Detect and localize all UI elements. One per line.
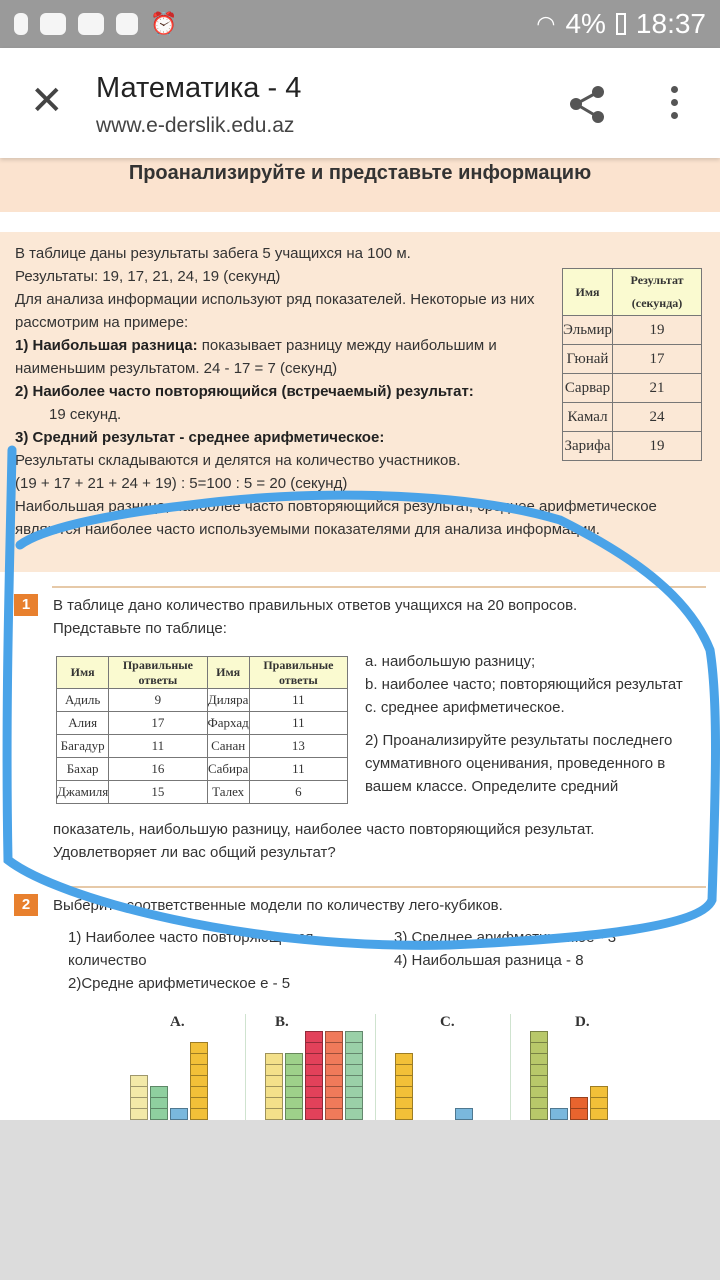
subtask-c: c. среднее арифметическое. [365, 699, 565, 716]
result-cell: 24 [613, 403, 702, 432]
wifi-icon: ◠ [536, 11, 556, 36]
page-url: www.e-derslik.edu.az [96, 114, 295, 137]
name-cell: Сабира [207, 758, 249, 781]
name-cell: Санан [207, 735, 249, 758]
page-content [0, 158, 720, 1120]
lego-models [110, 1010, 670, 1120]
formula: (19 + 17 + 21 + 24 + 19) : 5=100 : 5 = 20 (секунд) [15, 475, 348, 492]
answers-cell: 15 [109, 781, 207, 804]
results-table: Имя Результат (секунда) Эльмир 19 Гюнай 17 Сарвар 21 Камал 24 Зарифа 19 [562, 268, 702, 461]
result-cell: 19 [613, 316, 702, 345]
point-2-value: 19 секунд. [49, 406, 122, 423]
name-cell: Фархад [207, 712, 249, 735]
name-cell: Камал [563, 403, 613, 432]
status-bar [0, 0, 720, 48]
answers-cell: 11 [109, 735, 207, 758]
model-label: B. [275, 1014, 289, 1030]
table-row [563, 403, 702, 432]
answers-table: Имя Правильные ответы Имя Правильные ответы Адиль 9 Диляра 11 Алия 17 Фархад 11 Багадур 11 Санан 13 Бахар 16 Сабира 11 Джамиля 15 Талех 6 [56, 656, 348, 804]
answers-cell: 13 [249, 735, 347, 758]
answers-cell: 11 [249, 758, 347, 781]
share-icon[interactable] [568, 84, 608, 124]
table-row [57, 758, 348, 781]
lego-stack [170, 1109, 188, 1120]
table-row [563, 316, 702, 345]
vk-icon [116, 13, 138, 35]
lego-stack [455, 1109, 473, 1120]
lego-stack [325, 1032, 343, 1120]
lego-stack [305, 1032, 323, 1120]
result-cell: 17 [613, 345, 702, 374]
intro-box [0, 232, 720, 572]
divider [510, 1014, 511, 1120]
question-2: 2) Проанализируйте результаты последнего суммативного оценивания, проведенного в вашем классе. Определите средний [365, 732, 673, 795]
name-cell: Талех [207, 781, 249, 804]
lego-stack [590, 1087, 608, 1120]
model-label: A. [170, 1014, 185, 1030]
lego-stack [345, 1032, 363, 1120]
more-menu-icon[interactable] [664, 86, 684, 125]
table-row [57, 781, 348, 804]
intro-text: Результаты: 19, 17, 21, 24, 19 (секунд) [15, 268, 281, 285]
name-cell: Гюнай [563, 345, 613, 374]
result-cell: 19 [613, 432, 702, 461]
youtube-icon [40, 13, 66, 35]
browser-header [0, 48, 720, 158]
model-label: C. [440, 1014, 455, 1030]
point-3: 3) Средний результат - среднее арифметическое: [15, 429, 385, 446]
question-2-cont: показатель, наибольшую разницу, наиболее часто повторяющийся результат. Удовлетворяет ли вас общий результат? [53, 821, 595, 861]
point-2: 2) Наиболее часто повторяющийся (встречаемый) результат: [15, 383, 474, 400]
table-row [57, 735, 348, 758]
lego-stack [265, 1054, 283, 1120]
lego-stack [550, 1109, 568, 1120]
name-cell: Багадур [57, 735, 109, 758]
task-text: Выберите соответственные модели по количеству лего-кубиков. [53, 897, 503, 914]
clock: 18:37 [635, 8, 706, 39]
page-title: Математика - 4 [96, 72, 302, 104]
lego-stack [150, 1087, 168, 1120]
answers-cell: 11 [249, 689, 347, 712]
name-cell: Диляра [207, 689, 249, 712]
point-1: 1) Наибольшая разница: показывает разницу между наибольшим и наименьшим результатом. 24 - 17 = 7 (секунд) [15, 337, 497, 377]
table-row [57, 712, 348, 735]
lego-stack [285, 1054, 303, 1120]
youtube-icon [78, 13, 104, 35]
subtask-a: a. наибольшую разницу; [365, 653, 536, 670]
lego-stack [530, 1032, 548, 1120]
answers-cell: 11 [249, 712, 347, 735]
option-2: 2)Средне арифметическое е - 5 [68, 975, 291, 992]
task-number: 1 [14, 594, 38, 616]
name-cell: Эльмир [563, 316, 613, 345]
alarm-icon: ⏰ [150, 11, 178, 36]
intro-text: Для анализа информации используют ряд показателей. Некоторые из них рассмотрим на примере: [15, 291, 535, 331]
lego-stack [130, 1076, 148, 1120]
option-4: 4) Наибольшая разница - 8 [394, 952, 584, 969]
notification-icon [14, 13, 28, 35]
intro-text: В таблице даны результаты забега 5 учащихся на 100 м. [15, 245, 411, 262]
section-heading: Проанализируйте и представьте информацию [0, 158, 720, 212]
battery-level: 4% [565, 8, 606, 39]
task-text: В таблице дано количество правильных ответов учащихся на 20 вопросов. Представьте по таблице: [53, 597, 578, 637]
table-row [57, 689, 348, 712]
lego-stack [570, 1098, 588, 1120]
divider [375, 1014, 376, 1120]
model-label: D. [575, 1014, 590, 1030]
table-row [563, 432, 702, 461]
subtask-b: b. наиболее часто; повторяющийся результат [365, 676, 683, 693]
name-cell: Бахар [57, 758, 109, 781]
answers-cell: 6 [249, 781, 347, 804]
option-3: 3) Среднее арифметическое - 3 [394, 929, 617, 946]
option-1: 1) Наиболее часто повторяющееся количество [68, 929, 314, 969]
name-cell: Сарвар [563, 374, 613, 403]
name-cell: Джамиля [57, 781, 109, 804]
lego-stack [190, 1043, 208, 1120]
result-cell: 21 [613, 374, 702, 403]
name-cell: Алия [57, 712, 109, 735]
name-cell: Зарифа [563, 432, 613, 461]
close-icon[interactable]: ✕ [30, 79, 64, 123]
table-row [563, 374, 702, 403]
outro-text: Наибольшая разница, наиболее часто повторяющийся результат, среднее арифметическое являются наиболее часто используемыми показателями для анализа информации. [15, 498, 657, 538]
task-number: 2 [14, 894, 38, 916]
answers-cell: 16 [109, 758, 207, 781]
table-row [563, 345, 702, 374]
answers-cell: 17 [109, 712, 207, 735]
lego-stack [395, 1054, 413, 1120]
name-cell: Адиль [57, 689, 109, 712]
answers-cell: 9 [109, 689, 207, 712]
battery-icon [616, 13, 626, 35]
divider [245, 1014, 246, 1120]
point-3-text: Результаты складываются и делятся на количество участников. [15, 452, 461, 469]
